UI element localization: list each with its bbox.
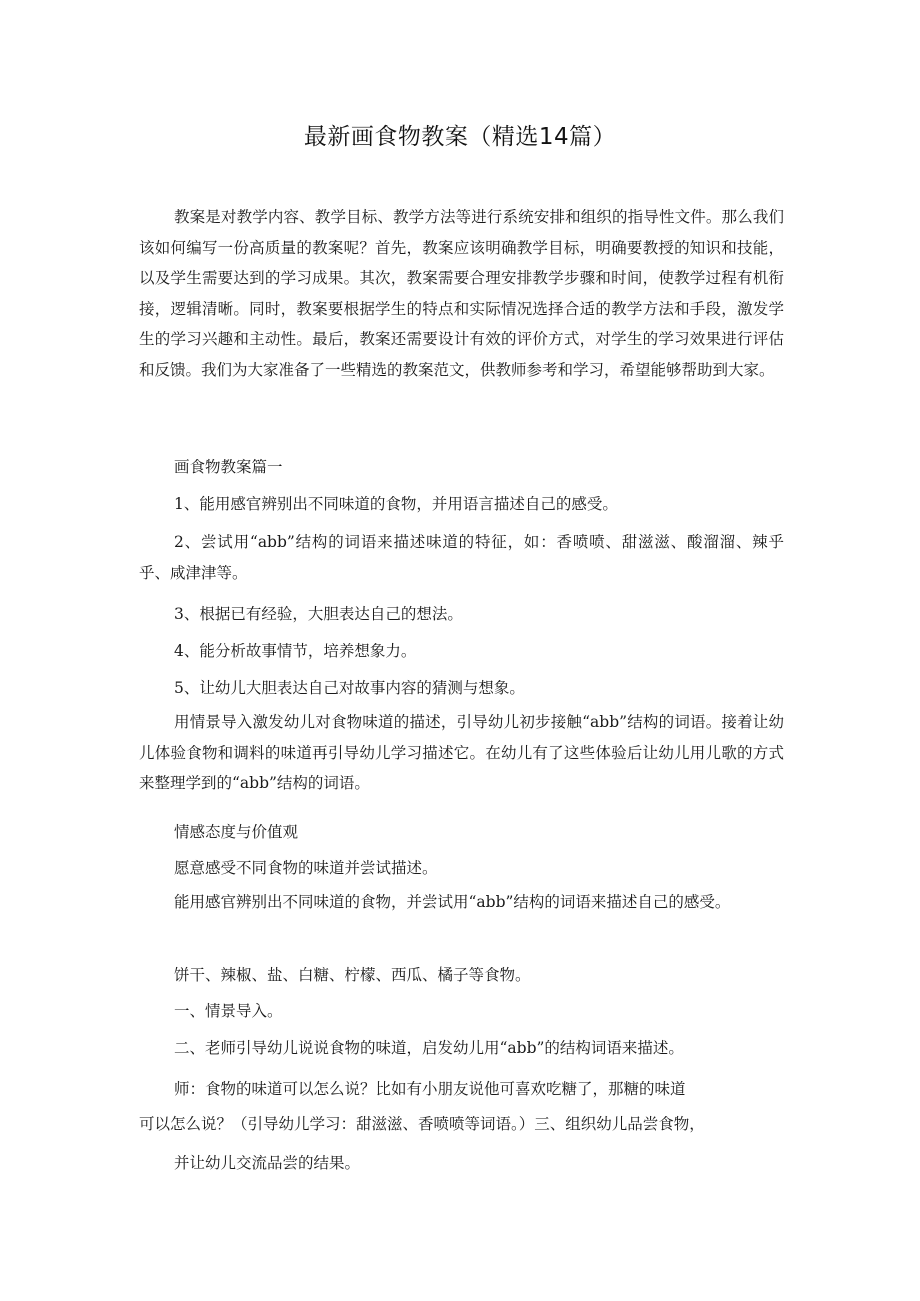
goal-item: 4、能分析故事情节，培养想象力。 bbox=[174, 642, 417, 660]
goal-item: 3、根据已有经验，大胆表达自己的想法。 bbox=[174, 605, 463, 623]
section-heading: 画食物教案篇一 bbox=[174, 458, 283, 476]
intro-paragraph: 教案是对教学内容、教学目标、教学方法等进行系统安排和组织的指导性文件。那么我们该如何编写一份高质量的教案呢？首先，教案应该明确教学目标，明确要教授的知识和技能，以及学生需要达到的学习成果。其次，教案需要合理安排教学步骤和时间，使教学过程有机衔接，逻辑清晰。同时，教案要根据学生的特点和实际情况选择合适的教学方法和手段，激发学生的学习兴趣和主动性。最后，教案还需要设计有效的评价方式，对学生的学习效果进行评估和反馈。我们为大家准备了一些精选的教案范文，供教师参考和学习，希望能够帮助到大家。 bbox=[139, 208, 784, 379]
goal-item: 1、能用感官辨别出不同味道的食物，并用语言描述自己的感受。 bbox=[174, 495, 618, 513]
attitude-text: 愿意感受不同食物的味道并尝试描述。 bbox=[174, 859, 438, 877]
document-title: 最新画食物教案（精选14篇） bbox=[303, 124, 617, 150]
step-two: 二、老师引导幼儿说说食物的味道，启发幼儿用“abb”的结构词语来描述。 bbox=[174, 1039, 684, 1057]
skill-paragraph: 能用感官辨别出不同味道的食物，并尝试用“abb”结构的词语来描述自己的感受。 bbox=[174, 893, 731, 911]
teacher-line: 可以怎么说？（引导幼儿学习：甜滋滋、香喷喷等词语。）三、组织幼儿品尝食物， bbox=[139, 1115, 705, 1133]
step-one: 一、情景导入。 bbox=[174, 1002, 283, 1020]
teacher-line: 并让幼儿交流品尝的结果。 bbox=[174, 1154, 361, 1172]
goal-item: 5、让幼儿大胆表达自己对故事内容的猜测与想象。 bbox=[174, 679, 525, 697]
materials-line: 饼干、辣椒、盐、白糖、柠檬、西瓜、橘子等食物。 bbox=[174, 966, 531, 984]
goal-item: 2、尝试用“abb”结构的词语来描述味道的特征，如：香喷喷、甜滋滋、酸溜溜、辣乎乎、咸津津等。 bbox=[139, 533, 784, 582]
teacher-line: 师：食物的味道可以怎么说？比如有小朋友说他可喜欢吃糖了，那糖的味道 bbox=[174, 1080, 686, 1098]
attitude-heading: 情感态度与价值观 bbox=[174, 823, 299, 841]
design-paragraph: 用情景导入激发幼儿对食物味道的描述，引导幼儿初步接触“abb”结构的词语。接着让幼儿体验食物和调料的味道再引导幼儿学习描述它。在幼儿有了这些体验后让幼儿用儿歌的方式来整理学到的“abb”结构的词语。 bbox=[139, 713, 784, 792]
